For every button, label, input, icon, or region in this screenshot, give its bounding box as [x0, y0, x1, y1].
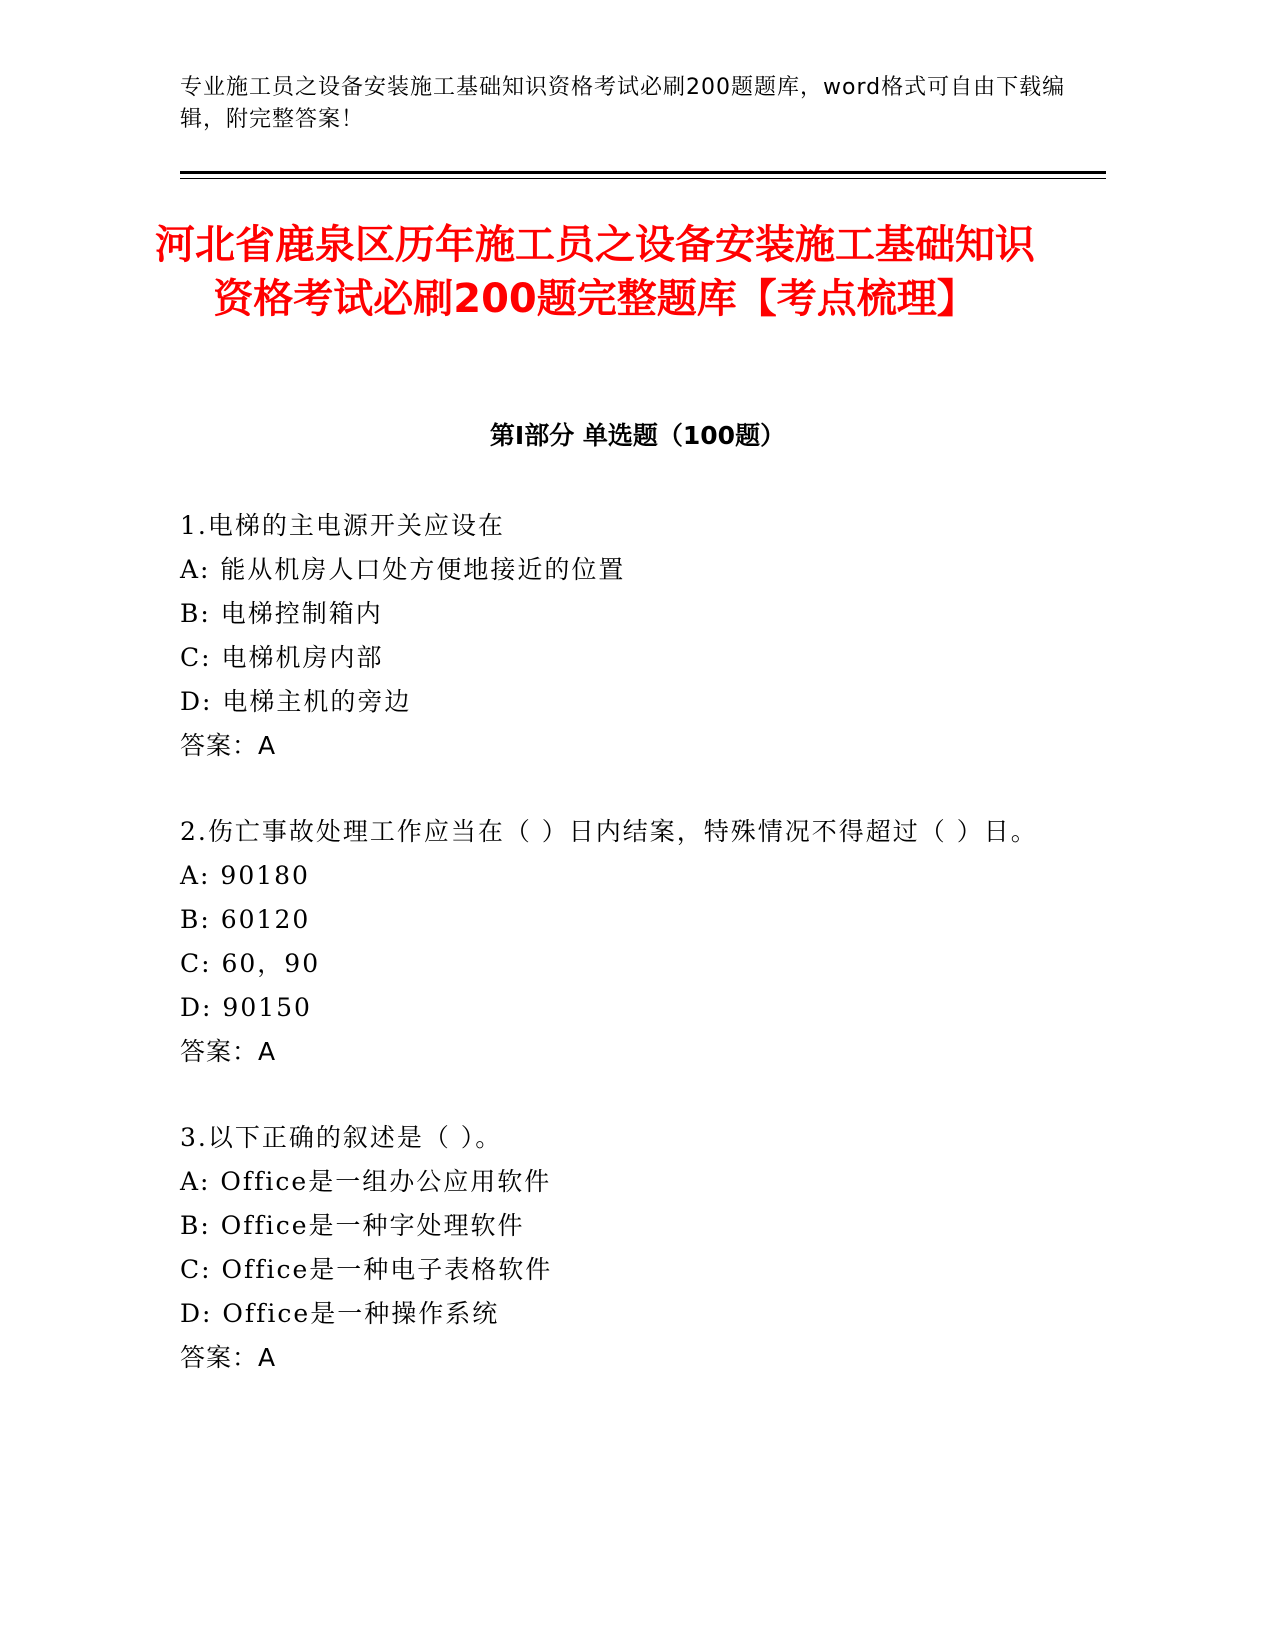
header-divider-thin: [180, 178, 1106, 179]
question-stem: 2.伤亡事故处理工作应当在（ ）日内结案，特殊情况不得超过（ ）日。: [180, 817, 1038, 846]
answer-line: 答案：A: [180, 1343, 277, 1372]
section-heading: 第I部分 单选题（100题）: [489, 421, 786, 450]
question-item: [180, 1116, 1100, 1380]
option-a: A: 90180: [180, 861, 310, 890]
question-item: [180, 810, 1100, 1074]
option-b: B: 60120: [180, 905, 311, 934]
answer-line: 答案：A: [180, 1037, 277, 1066]
option-a: A: Office是一组办公应用软件: [180, 1167, 552, 1196]
header-note: 专业施工员之设备安装施工基础知识资格考试必刷200题题库，word格式可自由下载编辑，附完整答案！: [180, 75, 1066, 132]
option-b: B: Office是一种字处理软件: [180, 1211, 525, 1240]
option-c: C: 60，90: [180, 949, 321, 978]
option-d: D: Office是一种操作系统: [180, 1299, 500, 1328]
question-list: [180, 504, 1100, 1422]
option-d: D: 90150: [180, 993, 312, 1022]
option-c: C: Office是一种电子表格软件: [180, 1255, 553, 1284]
answer-line: 答案：A: [180, 731, 277, 760]
option-b: B: 电梯控制箱内: [180, 599, 383, 628]
header-divider-thick: [180, 171, 1106, 174]
document-title: 河北省鹿泉区历年施工员之设备安装施工基础知识资格考试必刷200题完整题库【考点梳理】: [155, 222, 1035, 322]
question-stem: 1.电梯的主电源开关应设在: [180, 511, 505, 540]
option-d: D: 电梯主机的旁边: [180, 687, 412, 716]
option-c: C: 电梯机房内部: [180, 643, 384, 672]
question-item: [180, 504, 1100, 768]
option-a: A: 能从机房人口处方便地接近的位置: [180, 555, 626, 584]
question-stem: 3.以下正确的叙述是（ ）。: [180, 1123, 503, 1152]
